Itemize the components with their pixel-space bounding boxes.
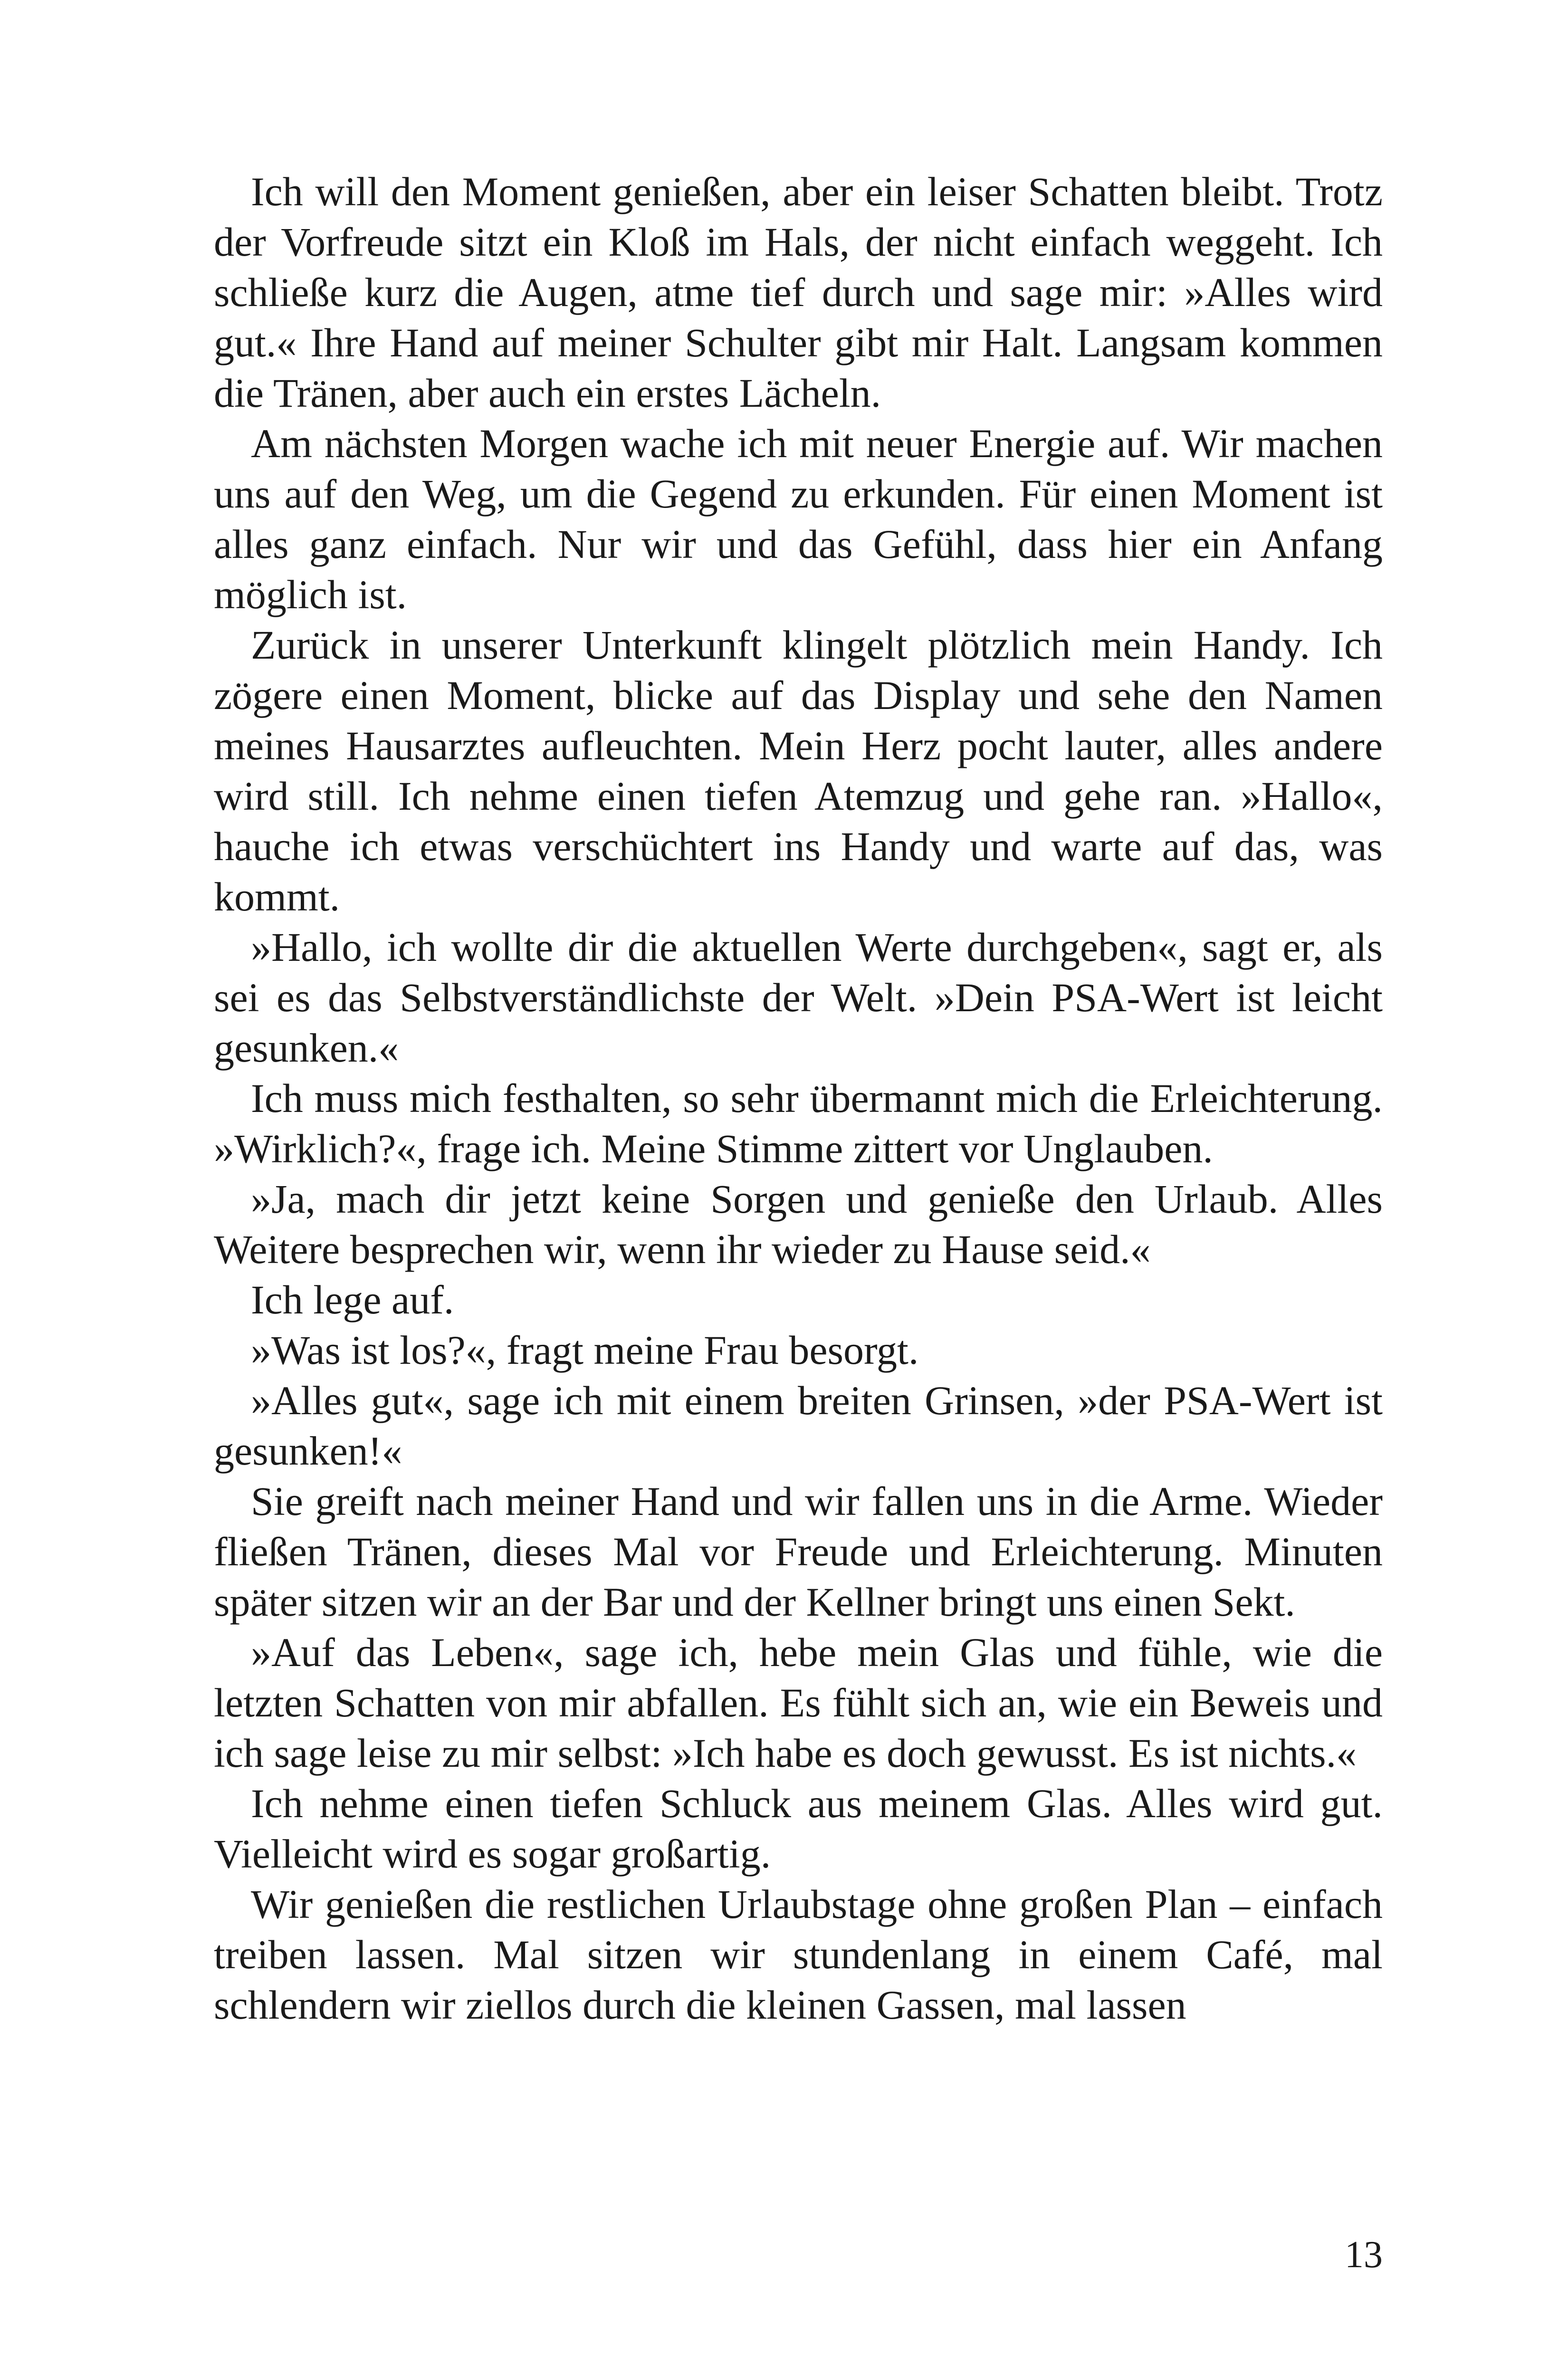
paragraph: »Auf das Leben«, sage ich, hebe mein Glas und fühle, wie die letzten Schatten von mir abfallen. Es fühlt sich an, wie ein Beweis und ich sage leise zu mir selbst: »Ich habe es doch gewusst. Es ist nichts.« <box>214 1629 1383 1776</box>
page-number: 13 <box>1345 2234 1383 2276</box>
body-text <box>214 166 1383 2030</box>
paragraph: »Ja, mach dir jetzt keine Sorgen und genieße den Urlaub. Alles Weitere besprechen wir, wenn ihr wieder zu Hause seid.« <box>214 1176 1383 1272</box>
paragraph: »Was ist los?«, fragt meine Frau besorgt. <box>251 1327 919 1373</box>
paragraph: Sie greift nach meiner Hand und wir fallen uns in die Arme. Wieder fließen Tränen, dieses Mal vor Freude und Erleichterung. Minuten später sitzen wir an der Bar und der Kellner bringt uns einen Sekt. <box>214 1478 1383 1625</box>
paragraph: »Alles gut«, sage ich mit einem breiten Grinsen, »der PSA-Wert ist gesunken!« <box>214 1378 1383 1474</box>
paragraph: Ich lege auf. <box>251 1277 454 1322</box>
paragraph: Ich muss mich festhalten, so sehr übermannt mich die Erleichterung. »Wirklich?«, frage ich. Meine Stimme zittert vor Unglauben. <box>214 1075 1383 1171</box>
paragraph: »Hallo, ich wollte dir die aktuellen Werte durchgeben«, sagt er, als sei es das Selbstverständlichste der Welt. »Dein PSA-Wert ist leicht gesunken.« <box>214 924 1383 1071</box>
paragraph: Ich will den Moment genießen, aber ein leiser Schatten bleibt. Trotz der Vorfreude sitzt ein Kloß im Hals, der nicht einfach weggeht. Ich schließe kurz die Augen, atme tief durch und sage mir: »Alles wird gut.« Ihre Hand auf meiner Schulter gibt mir Halt. Langsam kommen die Tränen, aber auch ein erstes Lächeln. <box>214 169 1383 416</box>
paragraph: Zurück in unserer Unterkunft klingelt plötzlich mein Handy. Ich zögere einen Moment, blicke auf das Display und sehe den Namen meines Hausarztes aufleuchten. Mein Herz pocht lauter, alles andere wird still. Ich nehme einen tiefen Atemzug und gehe ran. »Hallo«, hauche ich etwas verschüchtert ins Handy und warte auf das, was kommt. <box>214 622 1383 920</box>
paragraph: Am nächsten Morgen wache ich mit neuer Energie auf. Wir machen uns auf den Weg, um die Gegend zu erkunden. Für einen Moment ist alles ganz einfach. Nur wir und das Gefühl, dass hier ein Anfang möglich ist. <box>214 421 1383 617</box>
paragraph: Ich nehme einen tiefen Schluck aus meinem Glas. Alles wird gut. Vielleicht wird es sogar großartig. <box>214 1781 1383 1877</box>
paragraph: Wir genießen die restlichen Urlaubstage ohne großen Plan – einfach treiben lassen. Mal sitzen wir stundenlang in einem Café, mal schlendern wir ziellos durch die kleinen Gassen, mal lassen <box>214 1881 1383 2028</box>
